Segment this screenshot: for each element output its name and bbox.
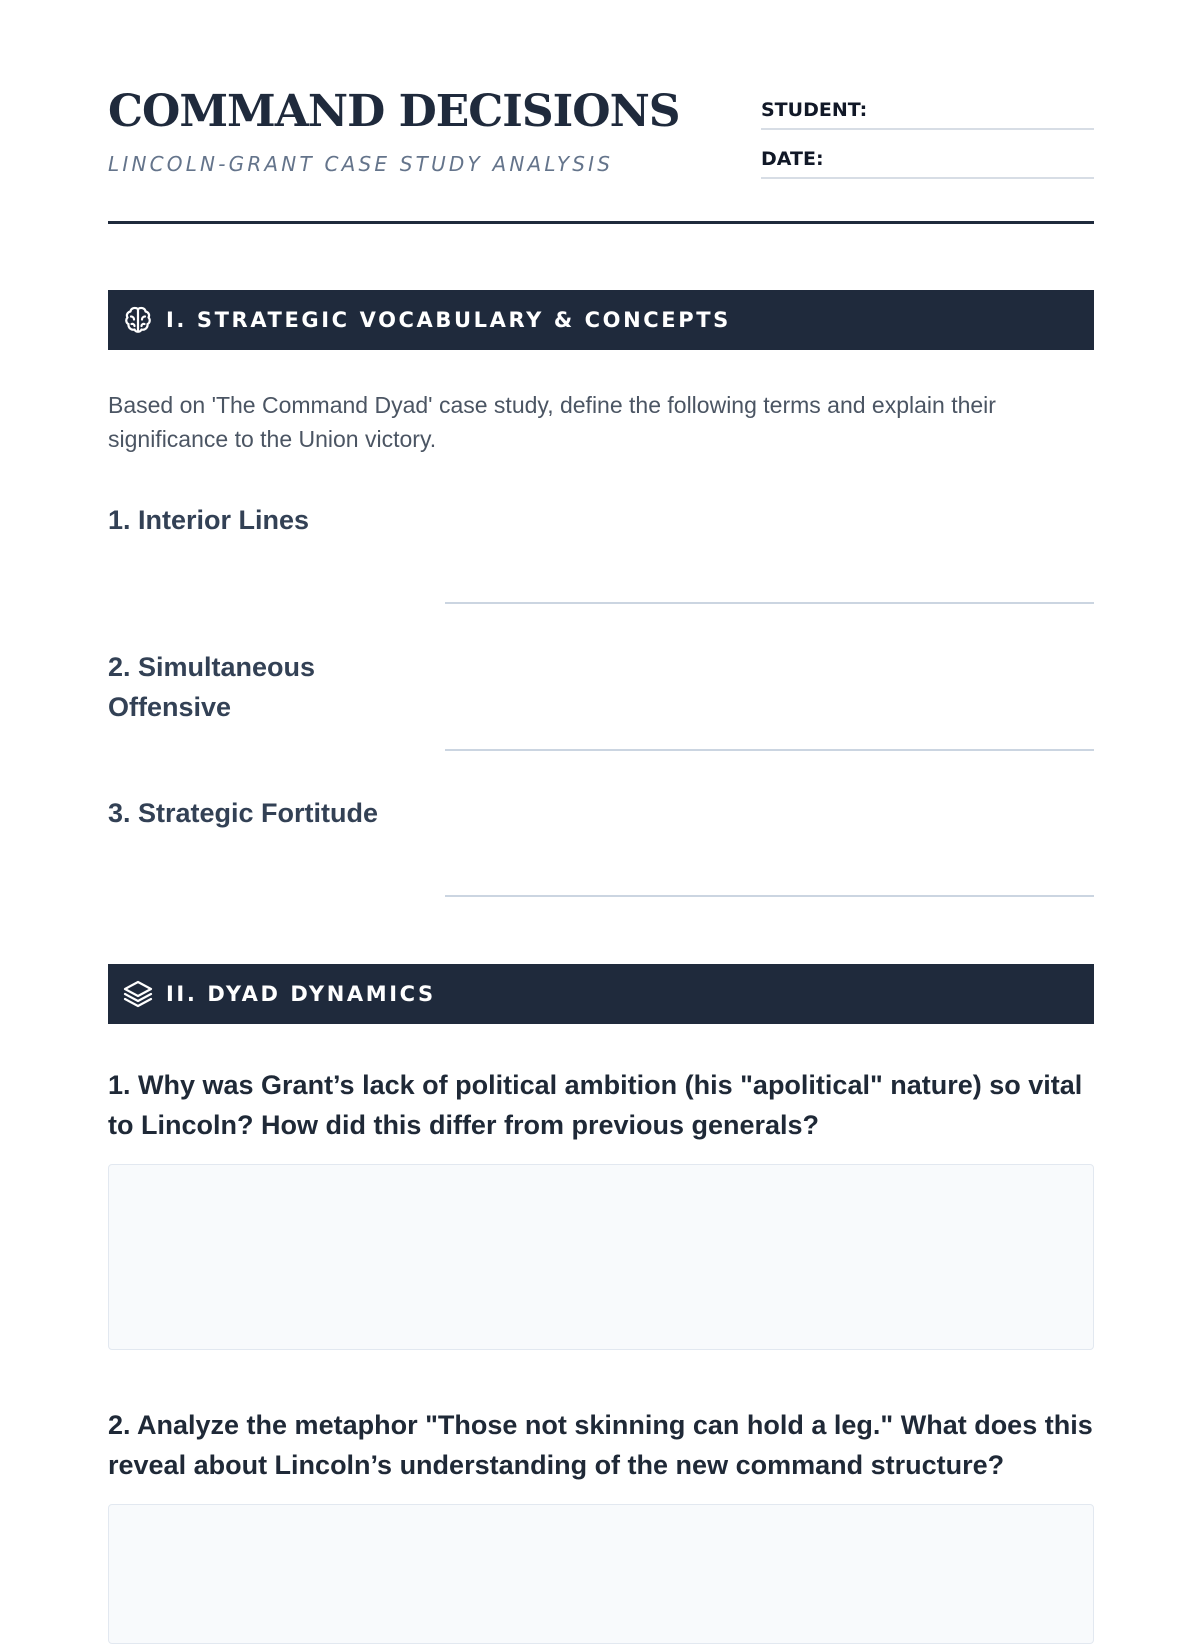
worksheet-header xyxy=(108,0,1094,224)
section-instructions: Based on 'The Command Dyad' case study, define the following terms and explain their significance to the Union victory. xyxy=(108,392,996,452)
answer-box[interactable] xyxy=(108,1504,1094,1644)
student-field[interactable] xyxy=(761,94,1094,130)
term-label: 2. Simultaneous Offensive xyxy=(108,652,316,722)
section-title-dyad-dynamics: II. DYAD DYNAMICS xyxy=(166,982,436,1006)
question-text: 1. Why was Grant’s lack of political ambition (his "apolitical" nature) so vital to Lincoln? How did this differ from previous generals? xyxy=(108,1070,1083,1140)
definition-answer-line[interactable] xyxy=(445,602,1094,604)
term-label: 1. Interior Lines xyxy=(108,505,310,535)
student-info-fields xyxy=(761,94,1094,192)
page-title: COMMAND DECISIONS xyxy=(108,86,680,137)
section-title-vocabulary: I. STRATEGIC VOCABULARY & CONCEPTS xyxy=(166,308,731,332)
brain-icon xyxy=(122,304,154,336)
definition-answer-line[interactable] xyxy=(445,895,1094,897)
definition-answer-line[interactable] xyxy=(445,749,1094,751)
date-field[interactable] xyxy=(761,143,1094,179)
term-row-simultaneous-offensive xyxy=(108,647,1094,747)
term-label: 3. Strategic Fortitude xyxy=(108,798,379,828)
date-label: DATE: xyxy=(761,148,824,170)
answer-box[interactable] xyxy=(108,1164,1094,1350)
page-subtitle: LINCOLN-GRANT CASE STUDY ANALYSIS xyxy=(108,152,614,176)
term-row-interior-lines xyxy=(108,500,1094,600)
layers-icon xyxy=(122,978,154,1010)
section-header-vocabulary xyxy=(108,290,1094,350)
student-label: STUDENT: xyxy=(761,99,868,121)
worksheet-page xyxy=(108,0,1094,1480)
question-text: 2. Analyze the metaphor "Those not skinning can hold a leg." What does this reveal about Lincoln’s understanding of the new command structure? xyxy=(108,1410,1093,1480)
term-row-strategic-fortitude xyxy=(108,793,1094,893)
section-header-dyad-dynamics xyxy=(108,964,1094,1024)
